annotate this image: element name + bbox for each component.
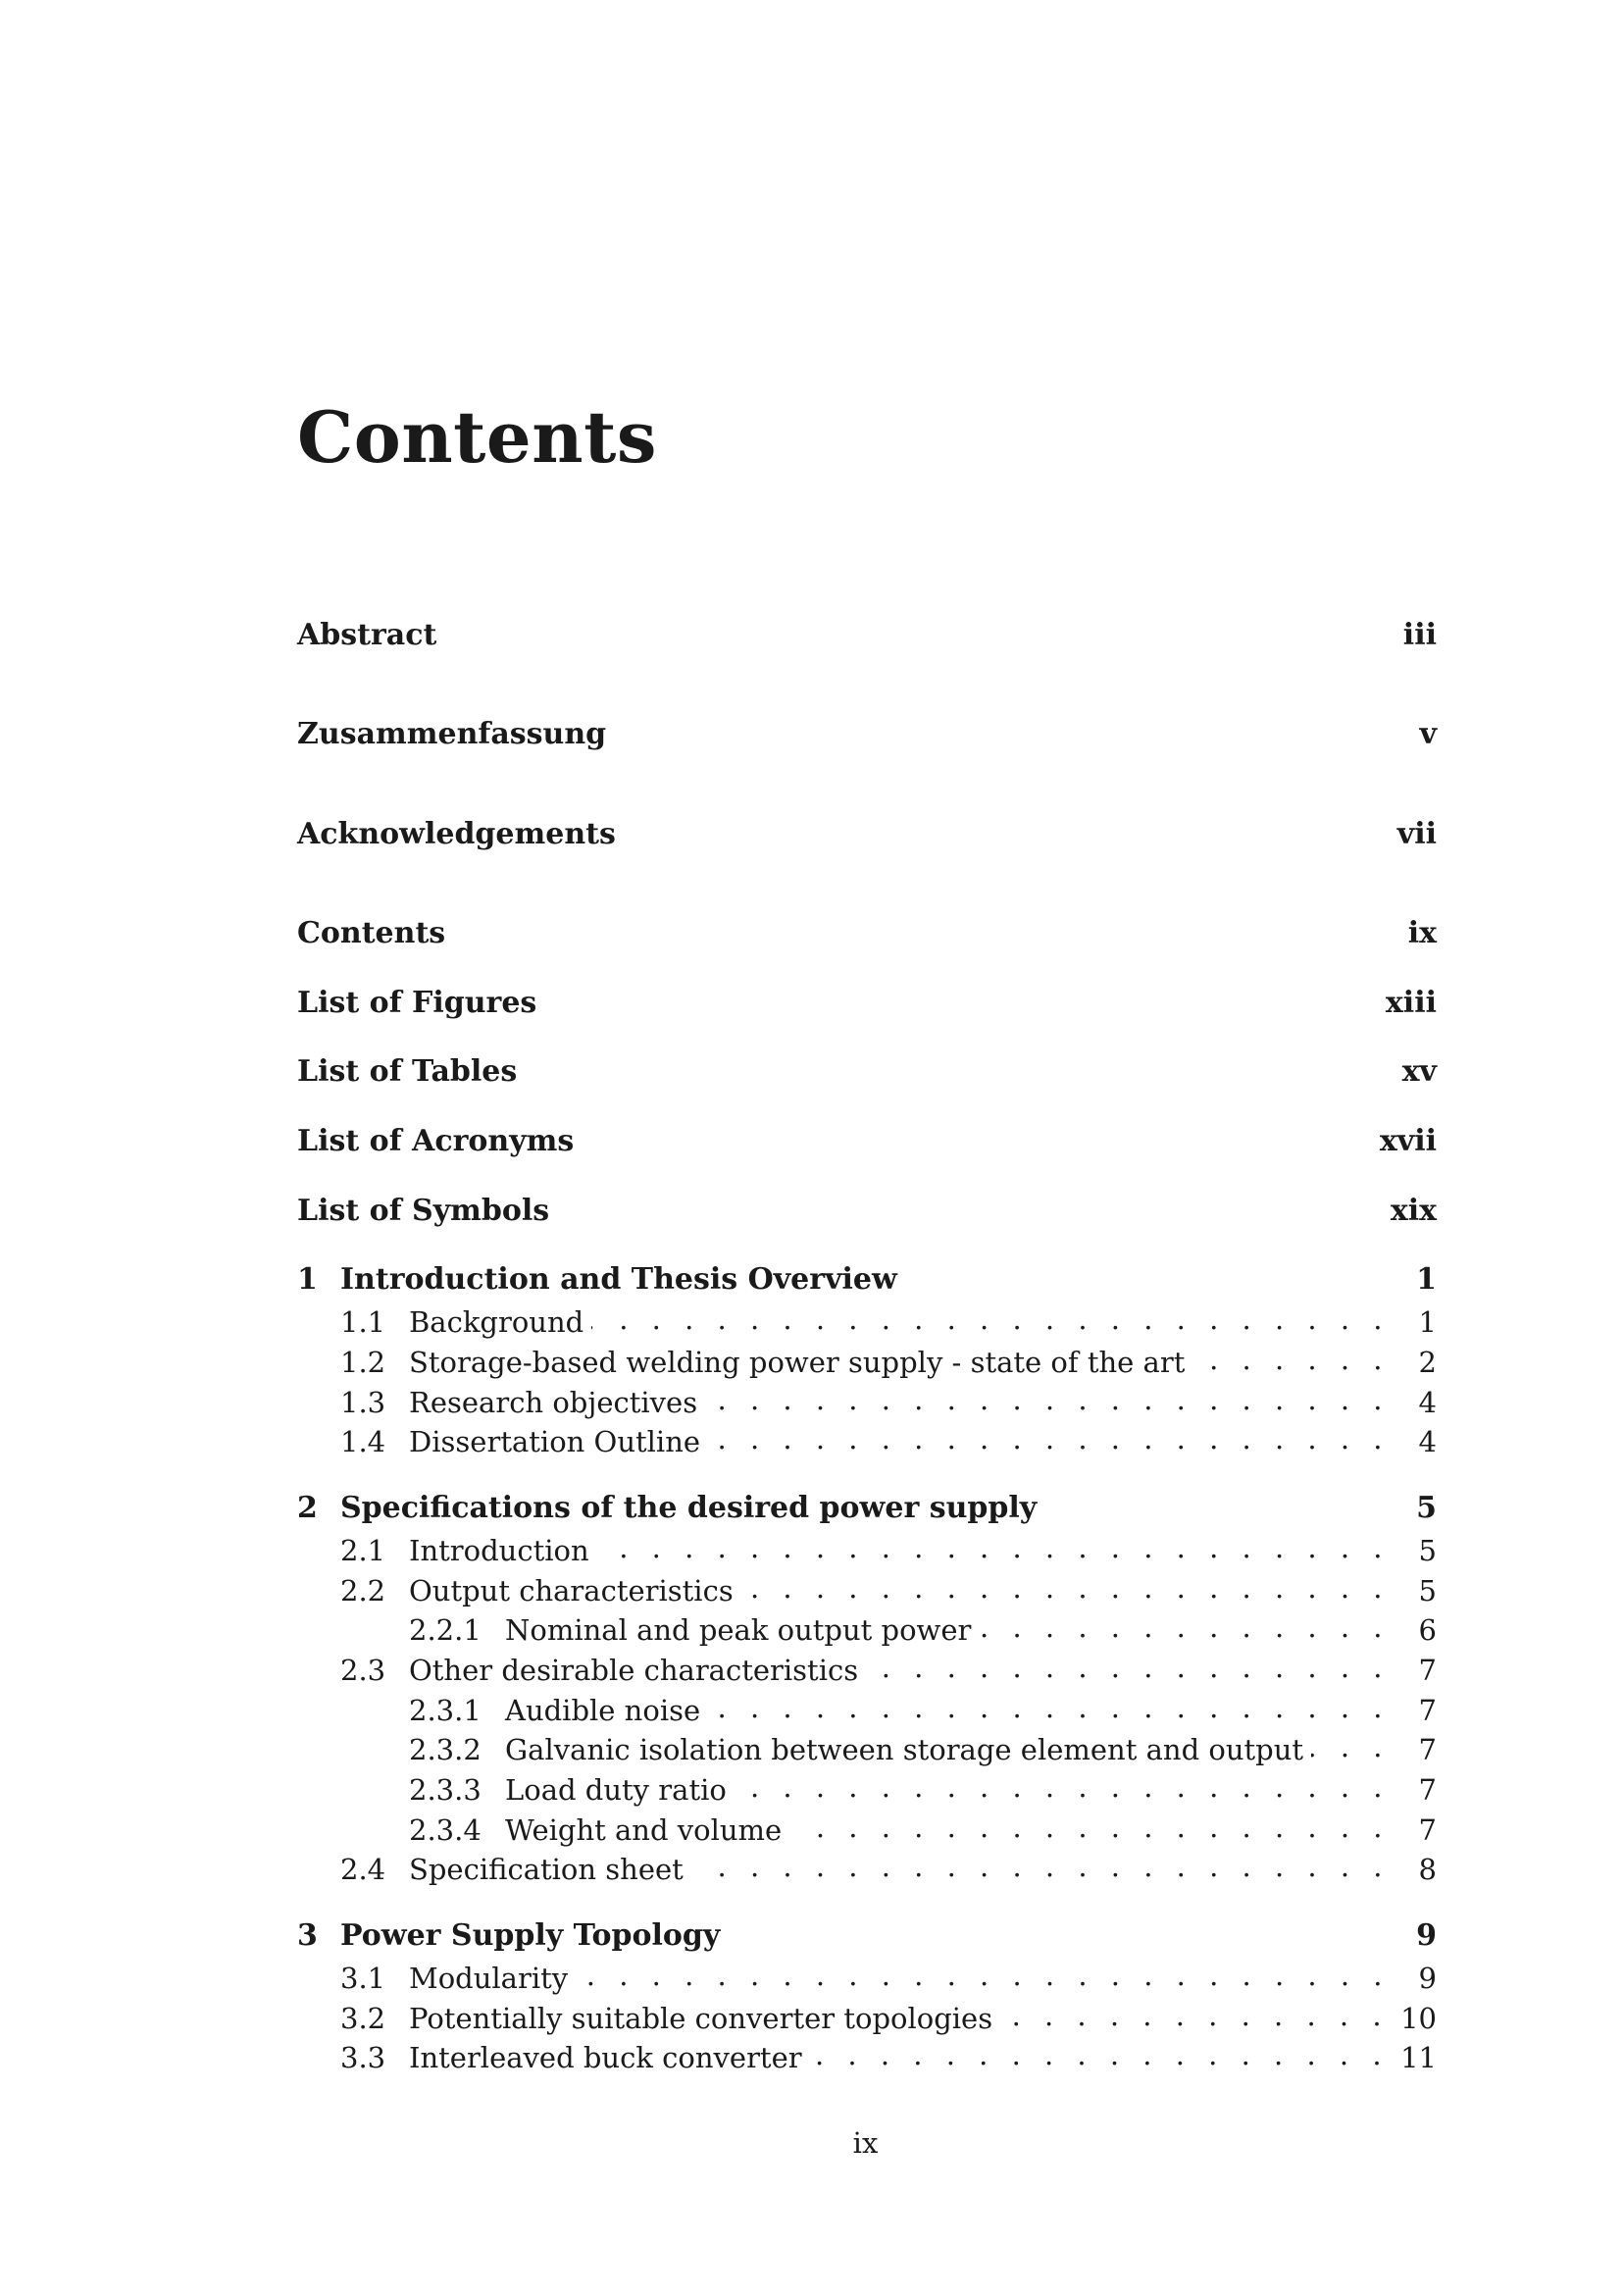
toc-entry-title: Nominal and peak output power (505, 1613, 979, 1647)
toc-entry-number: 3.2 (340, 2002, 386, 2035)
toc-entry-page-number: 6 (1390, 1613, 1437, 1647)
toc-entry-number: 1.3 (340, 1386, 386, 1419)
toc-entry-title: Specification sheet (409, 1853, 691, 1886)
toc-entry-page-number: ix (1390, 916, 1437, 950)
toc-entry-page-number: 9 (1390, 1962, 1437, 1995)
toc-entry-title: Introduction (409, 1534, 597, 1567)
toc-entry-page-number: 5 (1390, 1534, 1437, 1567)
toc-entry-page-number: 9 (1390, 1918, 1437, 1953)
toc-entry-page-number: vii (1386, 817, 1437, 851)
toc-entry-section[interactable] (297, 1343, 1437, 1382)
dot-leader (691, 1850, 1390, 1879)
toc-entry-title: Dissertation Outline (409, 1425, 708, 1458)
page-number-footer: ix (852, 2126, 879, 2160)
toc-entry-front[interactable] (297, 986, 1437, 1025)
toc-entry-number: 1.2 (340, 1346, 386, 1379)
toc-entry-front[interactable] (297, 1194, 1437, 1233)
toc-entry-page-number: 1 (1390, 1262, 1437, 1297)
toc-entry-front[interactable] (297, 1124, 1437, 1163)
toc-entry-title: Research objectives (409, 1386, 705, 1419)
toc-entry-title: List of Tables (297, 1054, 525, 1089)
toc-entry-page-number: 1 (1390, 1305, 1437, 1339)
toc-entry-title: Specifications of the desired power supply (340, 1491, 1044, 1525)
toc-entry-number: 2.3.2 (409, 1733, 482, 1766)
toc-entry-subsection[interactable] (297, 1730, 1437, 1769)
dot-leader (735, 1770, 1390, 1800)
toc-entry-number: 1.1 (340, 1305, 386, 1339)
dot-leader (597, 1531, 1390, 1560)
toc-entry-title: Other desirable characteristics (409, 1654, 866, 1687)
toc-entry-section[interactable] (297, 1571, 1437, 1610)
toc-entry-front[interactable] (297, 1054, 1437, 1094)
toc-entry-chapter[interactable] (297, 1918, 1437, 1958)
toc-entry-page-number: xv (1390, 1054, 1437, 1089)
toc-entry-number: 3.3 (340, 2041, 386, 2074)
toc-entry-page-number: 10 (1389, 2002, 1437, 2035)
toc-entry-subsection[interactable] (297, 1770, 1437, 1810)
dot-leader (979, 1610, 1390, 1640)
toc-entry-section[interactable] (297, 1850, 1437, 1889)
toc-entry-section[interactable] (297, 1999, 1437, 2038)
toc-entry-page-number: 11 (1389, 2041, 1437, 2074)
toc-entry-title: Weight and volume (505, 1813, 789, 1847)
toc-entry-title: Contents (297, 916, 453, 950)
toc-entry-page-number: xvii (1368, 1124, 1437, 1158)
toc-entry-page-number: xiii (1374, 986, 1437, 1020)
toc-entry-number: 3.1 (340, 1962, 386, 1995)
dot-leader (789, 1811, 1390, 1840)
toc-entry-front[interactable] (297, 717, 1437, 756)
toc-entry-number: 2 (297, 1491, 318, 1525)
toc-entry-number: 2.3.3 (409, 1773, 482, 1807)
dot-leader (810, 2038, 1389, 2067)
toc-entry-title: Modularity (409, 1962, 576, 1995)
toc-entry-subsection[interactable] (297, 1691, 1437, 1730)
dot-leader (741, 1571, 1390, 1601)
dot-leader (705, 1383, 1390, 1412)
toc-entry-number: 1 (297, 1262, 318, 1297)
toc-entry-number: 2.3 (340, 1654, 386, 1687)
toc-entry-page-number: 4 (1390, 1425, 1437, 1458)
toc-entry-subsection[interactable] (297, 1610, 1437, 1650)
toc-entry-page-number: 7 (1390, 1733, 1437, 1766)
toc-entry-title: Abstract (297, 618, 444, 652)
dot-leader (1311, 1730, 1390, 1760)
toc-entry-title: List of Symbols (297, 1194, 557, 1228)
dot-leader (1192, 1343, 1390, 1372)
toc-entry-title: Introduction and Thesis Overview (340, 1262, 905, 1297)
toc-entry-number: 2.2.1 (409, 1613, 482, 1647)
dot-leader (708, 1422, 1390, 1452)
toc-entry-page-number: v (1390, 717, 1437, 751)
toc-entry-front[interactable] (297, 817, 1437, 856)
toc-entry-page-number: 7 (1390, 1813, 1437, 1847)
toc-entry-page-number: 4 (1390, 1386, 1437, 1419)
dot-leader (708, 1691, 1390, 1720)
toc-entry-number: 3 (297, 1918, 318, 1953)
toc-entry-title: Acknowledgements (297, 817, 624, 851)
toc-entry-section[interactable] (297, 1302, 1437, 1342)
toc-entry-subsection[interactable] (297, 1811, 1437, 1850)
toc-entry-title: Output characteristics (409, 1574, 741, 1607)
toc-entry-section[interactable] (297, 1422, 1437, 1461)
toc-entry-page-number: iii (1390, 618, 1437, 652)
toc-entry-number: 2.3.1 (409, 1694, 482, 1727)
toc-entry-number: 2.1 (340, 1534, 386, 1567)
toc-entry-chapter[interactable] (297, 1491, 1437, 1530)
toc-entry-page-number: 7 (1390, 1654, 1437, 1687)
toc-entry-page-number: 8 (1390, 1853, 1437, 1886)
toc-entry-page-number: 2 (1390, 1346, 1437, 1379)
toc-entry-page-number: 5 (1390, 1491, 1437, 1525)
dot-leader (866, 1651, 1390, 1680)
toc-entry-title: Galvanic isolation between storage element and output (505, 1733, 1311, 1766)
dot-leader (591, 1302, 1390, 1332)
toc-entry-section[interactable] (297, 1383, 1437, 1422)
toc-entry-title: Background (409, 1305, 591, 1339)
toc-entry-number: 2.2 (340, 1574, 386, 1607)
toc-entry-title: Interleaved buck converter (409, 2041, 810, 2074)
toc-entry-title: Storage-based welding power supply - state of the art (409, 1346, 1192, 1379)
toc-entry-section[interactable] (297, 1651, 1437, 1690)
toc-entry-page-number: 7 (1390, 1694, 1437, 1727)
toc-entry-title: Power Supply Topology (340, 1918, 728, 1953)
toc-entry-page-number: 5 (1390, 1574, 1437, 1607)
toc-entry-number: 2.3.4 (409, 1813, 482, 1847)
toc-entry-number: 1.4 (340, 1425, 386, 1458)
toc-entry-title: Load duty ratio (505, 1773, 735, 1807)
toc-entry-section[interactable] (297, 1531, 1437, 1570)
toc-entry-front[interactable] (297, 916, 1437, 955)
toc-entry-front[interactable] (297, 618, 1437, 657)
dot-leader (1000, 1999, 1389, 2028)
page-title: Contents (297, 395, 657, 479)
toc-entry-title: Audible noise (505, 1694, 708, 1727)
toc-entry-number: 2.4 (340, 1853, 386, 1886)
toc-entry-page-number: xix (1379, 1194, 1437, 1228)
toc-entry-title: Zusammenfassung (297, 717, 614, 751)
toc-entry-page-number: 7 (1390, 1773, 1437, 1807)
dot-leader (576, 1959, 1390, 1988)
toc-entry-section[interactable] (297, 1959, 1437, 1998)
toc-entry-chapter[interactable] (297, 1262, 1437, 1301)
toc-entry-title: List of Figures (297, 986, 544, 1020)
toc-entry-title: Potentially suitable converter topologies (409, 2002, 1000, 2035)
toc-entry-section[interactable] (297, 2038, 1437, 2077)
toc-entry-title: List of Acronyms (297, 1124, 582, 1158)
